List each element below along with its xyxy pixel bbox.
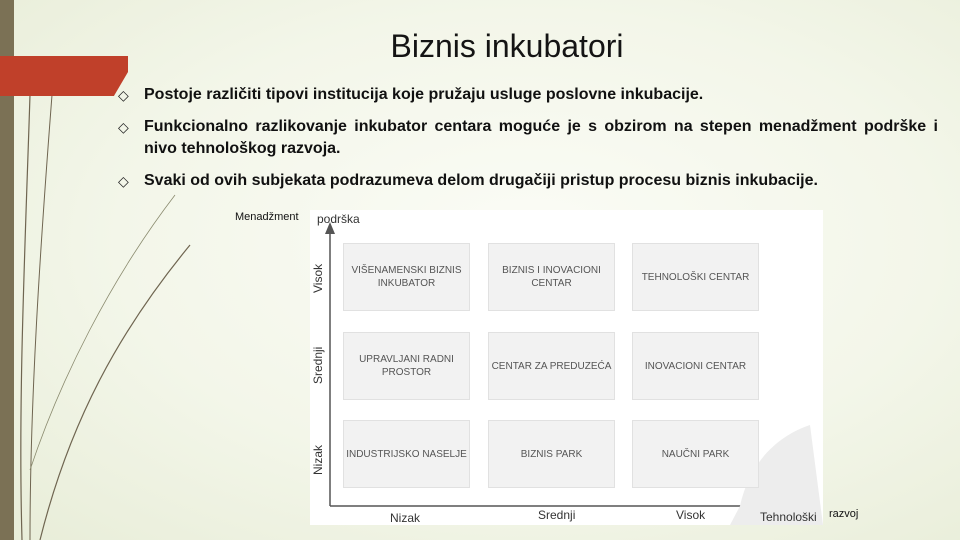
bullet-item	[118, 84, 938, 106]
bullet-text: Svaki od ovih subjekata podrazumeva delom drugačiji pristup procesu biznis inkubacije.	[144, 172, 818, 189]
x-level-label: Srednji	[538, 508, 576, 522]
x-level-label: Nizak	[390, 511, 421, 525]
y-level-label: Srednji	[311, 346, 325, 384]
y-level-label: Nizak	[311, 444, 325, 475]
diamond-outline-icon: ◇	[118, 173, 129, 189]
matrix-cell: VIŠENAMENSKI BIZNIS INKUBATOR	[343, 243, 470, 311]
x-level-label: Visok	[676, 508, 706, 522]
matrix-cell: BIZNIS I INOVACIONI CENTAR	[488, 243, 615, 311]
slide-title: Biznis inkubatori	[390, 28, 624, 64]
y-axis-title: podrška	[317, 212, 360, 226]
matrix-cell: BIZNIS PARK	[488, 420, 615, 488]
bullet-text: Postoje različiti tipovi institucija koje pružaju usluge poslovne inkubacije.	[144, 86, 704, 103]
diamond-outline-icon: ◇	[118, 119, 129, 135]
matrix-cell: INOVACIONI CENTAR	[632, 332, 759, 400]
matrix-cell: CENTAR ZA PREDUZEĆA	[488, 332, 615, 400]
bullet-list	[118, 84, 938, 192]
diamond-outline-icon: ◇	[118, 87, 129, 103]
incubator-matrix-figure	[310, 210, 823, 525]
bullet-item	[118, 116, 938, 160]
matrix-cell: UPRAVLJANI RADNI PROSTOR	[343, 332, 470, 400]
y-level-label: Visok	[311, 263, 325, 293]
x-axis-suffix: razvoj	[829, 508, 859, 520]
matrix-cell: TEHNOLOŠKI CENTAR	[632, 243, 759, 311]
bullet-text: Funkcionalno razlikovanje inkubator centara moguće je s obzirom na stepen menadžment podrške i nivo tehnološkog razvoja.	[144, 118, 938, 157]
x-axis-title: Tehnološki	[760, 510, 817, 524]
y-axis-prefix: Menadžment	[235, 211, 299, 223]
bullet-item	[118, 170, 938, 192]
matrix-cell: INDUSTRIJSKO NASELJE	[343, 420, 470, 488]
matrix-cell: NAUČNI PARK	[632, 420, 759, 488]
